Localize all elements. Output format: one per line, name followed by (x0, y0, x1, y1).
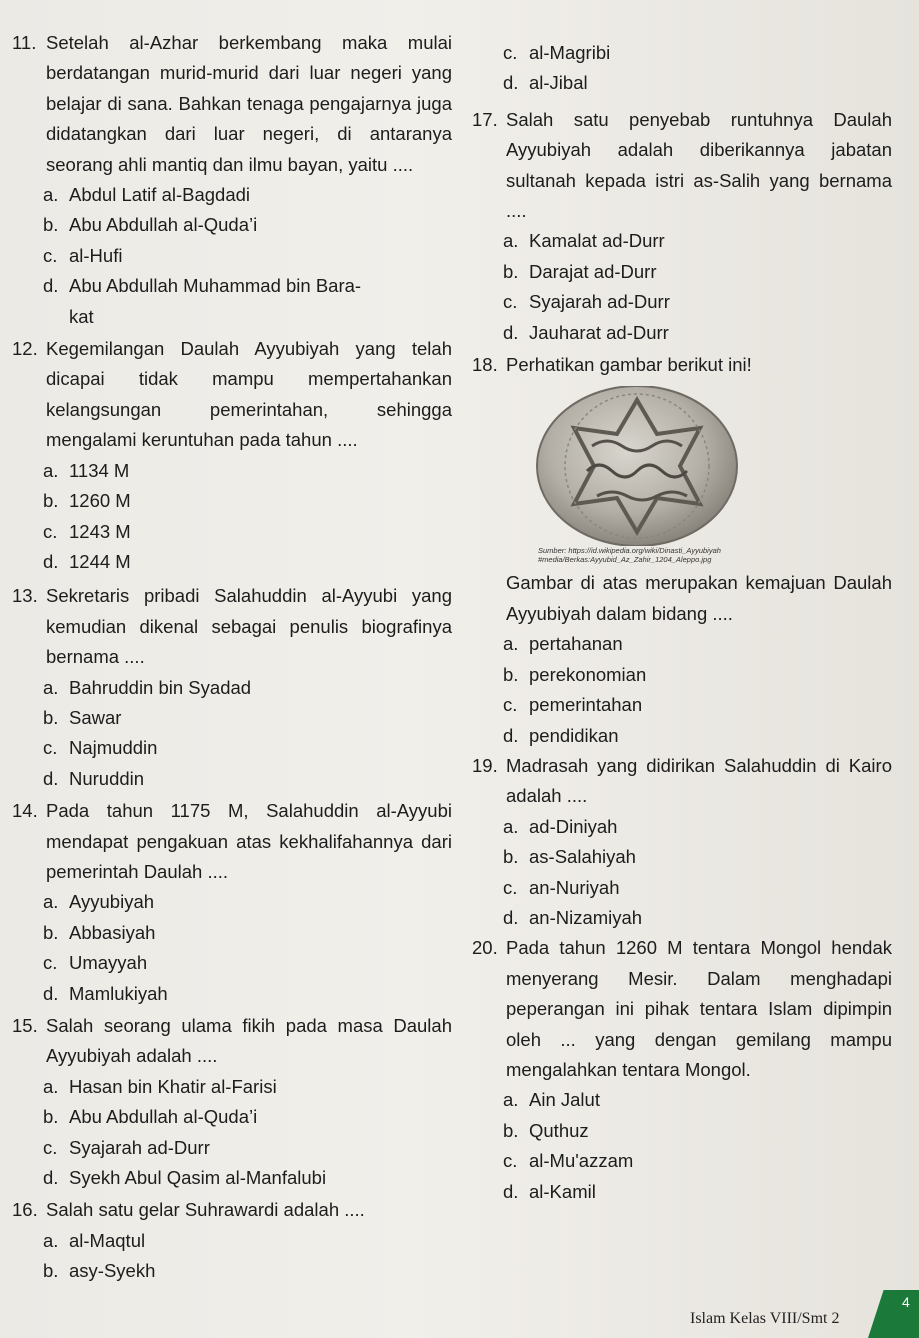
question-text: Setelah al-Azhar berkembang maka mulai berdatangan murid-murid dari luar negeri yang belajar di sana. Bahkan tenaga pengajarnya juga didatangkan dari luar negeri, di antaranya seorang ahli mantiq dan ilmu bayan, yaitu .... (46, 32, 452, 175)
option-a: a. Kamalat ad-Durr (503, 230, 665, 252)
option-d: d. Jauharat ad-Durr (503, 321, 669, 343)
question-text: Madrasah yang didirikan Salahuddin di Kairo adalah .... (506, 754, 892, 807)
page-corner-tab (868, 1290, 919, 1338)
question-text: Sekretaris pribadi Salahuddin al-Ayyubi yang kemudian dikenal sebagai penulis biografinya bernama .... (46, 585, 452, 668)
question-13 (12, 581, 452, 794)
question-14 (12, 796, 452, 1009)
question-text: Salah satu gelar Suhrawardi adalah .... (46, 1199, 365, 1221)
footer-label: Islam Kelas VIII/Smt 2 (690, 1310, 840, 1327)
question-15 (12, 1011, 452, 1193)
option-a: a. al-Maqtul (43, 1229, 146, 1251)
question-11 (12, 28, 452, 332)
option-d: d. Nuruddin (43, 767, 145, 789)
image-source-line-2: #media/Berkas:Ayyubid_Az_Zahir_1204_Aleppo.jpg (538, 555, 712, 565)
option-b: b. Abu Abdullah al-Quda’i (43, 1106, 258, 1128)
question-text: Salah satu penyebab runtuhnya Daulah Ayyubiyah adalah diberikannya jabatan sultanah kepada istri as-Salih yang bernama .... (506, 108, 892, 222)
option-c: c. Syajarah ad-Durr (43, 1136, 210, 1158)
question-text: Pada tahun 1175 M, Salahuddin al-Ayyubi mendapat pengakuan atas kekhalifahannya dari pemerintah Daulah .... (46, 800, 452, 882)
ayyubid-coin-image (532, 386, 742, 546)
option-c: c. an-Nuriyah (503, 876, 620, 898)
option-b: b. perekonomian (503, 663, 647, 685)
right-column (472, 38, 892, 1207)
option-a: a. Ayyubiyah (43, 891, 155, 913)
option-b: b. asy-Syekh (43, 1260, 156, 1282)
question-number: 16. (12, 1199, 38, 1221)
option-c: c. al-Mu'azzam (503, 1150, 634, 1172)
option-d: d. Mamlukiyah (43, 982, 168, 1004)
question-number: 15. (12, 1015, 38, 1036)
question-intro: Perhatikan gambar berikut ini! (506, 354, 752, 376)
option-a: a. Hasan bin Khatir al-Farisi (43, 1075, 277, 1097)
question-number: 19. (472, 754, 498, 776)
left-column (12, 28, 452, 1287)
question-number: 11. (12, 32, 37, 53)
option-d: d. 1244 M (43, 550, 131, 572)
question-text: Kegemilangan Daulah Ayyubiyah yang telah dicapai tidak mampu mempertahankan kelangsungan pemerintahan, sehingga mengalami keruntuhan pada tahun .... (46, 338, 452, 451)
question-19 (472, 751, 892, 933)
option-b: b. Abbasiyah (43, 921, 156, 943)
option-b: b. Abu Abdullah al-Quda’i (43, 214, 258, 236)
question-18 (472, 350, 892, 751)
question-number: 18. (472, 354, 498, 376)
option-b: b. as-Salahiyah (503, 846, 636, 868)
option-d: d. Syekh Abul Qasim al-Manfalubi (43, 1167, 327, 1189)
question-16 (12, 1195, 452, 1286)
option-a: a. 1134 M (43, 459, 130, 481)
option-d: d. al-Jibal (503, 72, 588, 94)
question-number: 12. (12, 338, 38, 360)
option-d: d. an-Nizamiyah (503, 906, 643, 928)
question-text: Salah seorang ulama fikih pada masa Daulah Ayyubiyah adalah .... (46, 1015, 452, 1067)
page-number: 4 (902, 1294, 910, 1310)
question-17 (472, 105, 892, 348)
option-b: b. 1260 M (43, 490, 131, 512)
question-number: 14. (12, 800, 38, 822)
option-d-continued: kat (69, 305, 94, 327)
option-b: b. Sawar (43, 706, 122, 728)
option-a: a. Abdul Latif al-Bagdadi (43, 184, 251, 206)
question-12 (12, 334, 452, 577)
option-a: a. ad-Diniyah (503, 815, 618, 837)
option-c: c. 1243 M (43, 520, 131, 542)
question-text: Gambar di atas merupakan kemajuan Daulah Ayyubiyah dalam bidang .... (506, 572, 892, 624)
question-number: 13. (12, 585, 38, 607)
option-a: a. Ain Jalut (503, 1089, 600, 1111)
option-c: c. al-Hufi (43, 244, 123, 266)
question-number: 20. (472, 937, 498, 959)
question-number: 17. (472, 108, 498, 130)
question-text: Pada tahun 1260 M tentara Mongol hendak menyerang Mesir. Dalam menghadapi peperangan ini pihak tentara Islam dipimpin oleh ... yang dengan gemilang mampu mengalahkan tentara Mongol. (506, 937, 892, 1080)
option-c: c. Umayyah (43, 952, 148, 974)
image-source-line-1: Sumber: https://id.wikipedia.org/wiki/Dinasti_Ayyubiyah (538, 546, 721, 556)
option-a: a. Bahruddin bin Syadad (43, 676, 252, 698)
option-d: d. pendidikan (503, 724, 619, 746)
option-c: c. pemerintahan (503, 694, 643, 716)
question-20 (472, 933, 892, 1207)
coin-figure (532, 386, 782, 564)
option-d: d. Abu Abdullah Muhammad bin Bara- (43, 275, 362, 297)
option-d: d. al-Kamil (503, 1180, 596, 1202)
option-a: a. pertahanan (503, 633, 623, 655)
option-c: c. al-Magribi (503, 42, 611, 63)
option-b: b. Darajat ad-Durr (503, 260, 657, 282)
option-c: c. Najmuddin (43, 737, 158, 759)
option-c: c. Syajarah ad-Durr (503, 291, 670, 313)
option-b: b. Quthuz (503, 1119, 589, 1141)
